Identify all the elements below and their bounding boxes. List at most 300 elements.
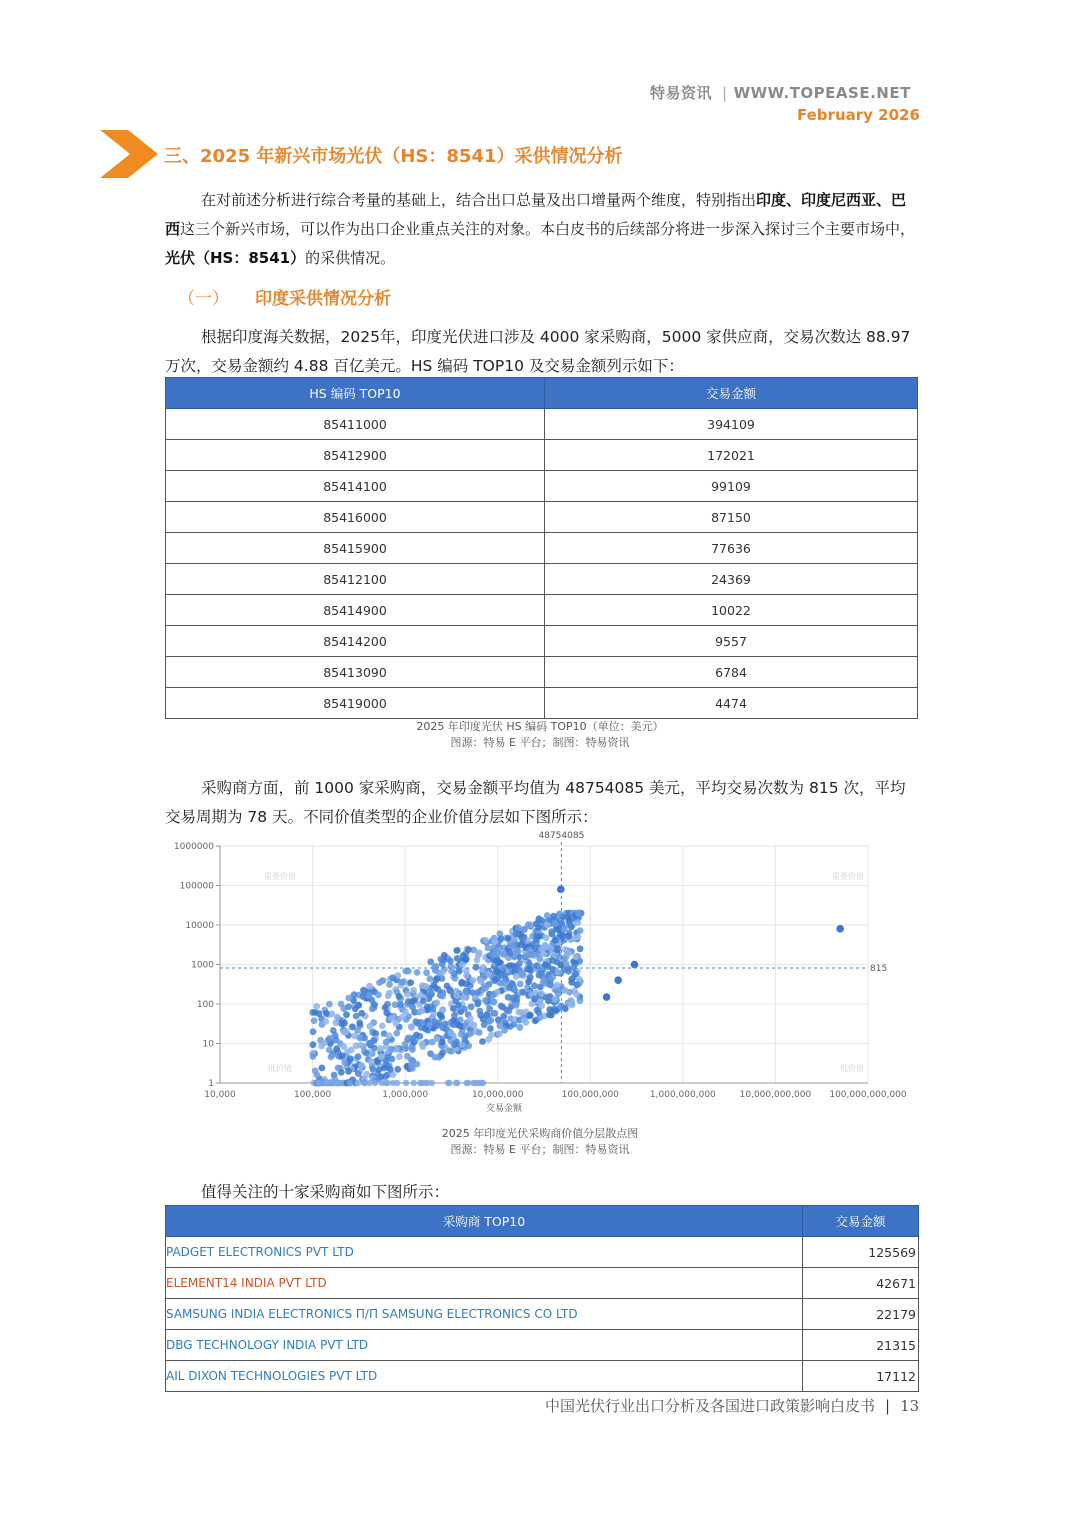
amount-cell: 21315 [803,1330,919,1361]
scatter-point [354,1027,361,1034]
scatter-point [540,979,547,986]
amount-cell: 99109 [545,471,918,502]
scatter-point [461,1006,468,1013]
scatter-point [446,1047,453,1054]
scatter-point [366,1080,372,1086]
scatter-point [544,922,551,929]
scatter-point [388,1046,395,1053]
scatter-point [458,979,465,986]
mean-x-label: 48754085 [538,831,585,841]
scatter-point [577,997,584,1004]
scatter-point [465,946,472,953]
y-tick-label: 1000000 [173,842,214,852]
x-axis-label: 交易金额 [485,1104,523,1114]
scatter-point [492,976,499,983]
buyer-value-scatter-chart [160,828,920,1118]
scatter-point [526,947,533,954]
scatter-point [316,1010,323,1017]
scatter-point [393,1030,400,1037]
scatter-point [442,1021,449,1028]
scatter-point [542,943,549,950]
scatter-point [379,1023,386,1030]
scatter-point [467,1015,474,1022]
scatter-point [557,886,565,894]
scatter-point [402,1041,409,1048]
scatter-point [439,969,446,976]
amount-cell: 394109 [545,409,918,440]
scatter-point [482,997,489,1004]
scatter-point [573,953,580,960]
section-title: 三、2025 年新兴市场光伏（HS：8541）采供情况分析 [164,146,623,167]
scatter-point [475,989,482,996]
scatter-point [387,1066,394,1073]
scatter-point [409,1004,416,1011]
scatter-point [552,937,559,944]
scatter-caption [0,1126,1080,1158]
scatter-point [381,1065,388,1072]
table-row [166,1237,919,1268]
hs-col-header: HS 编码 TOP10 [166,378,545,409]
scatter-point [527,974,534,981]
hs-table-caption [0,719,1080,751]
scatter-point [448,968,455,975]
buyer-name-link[interactable]: AIL DIXON TECHNOLOGIES PVT LTD [166,1361,803,1392]
scatter-point [552,920,559,927]
scatter-point [321,1040,328,1047]
scatter-point [525,966,532,973]
scatter-point [631,961,639,969]
table-row [166,409,918,440]
scatter-point [460,994,467,1001]
scatter-point [513,973,520,980]
scatter-point [429,1080,435,1086]
scatter-point [447,957,454,964]
scatter-point [568,979,575,986]
scatter-point [506,984,513,991]
scatter-point [562,1005,569,1012]
scatter-point [526,1013,533,1020]
header-date: February 2026 [797,106,920,124]
footer-title: 中国光伏行业出口分析及各国进口政策影响白皮书 [545,1397,876,1415]
scatter-point [397,1001,404,1008]
scatter-point [414,969,421,976]
scatter-point [520,989,527,996]
scatter-point [549,974,556,981]
scatter-point [565,950,572,957]
amount-cell: 125569 [803,1237,919,1268]
table-row [166,440,918,471]
scatter-point [388,1015,395,1022]
india-paragraph: 根据印度海关数据，2025年，印度光伏进口涉及 4000 家采购商，5000 家供应商，交易次数达 88.97 万次，交易金额约 4.88 百亿美元。HS 编码 TOP10 及交易金额列示如下： [165,328,911,375]
amount-cell: 10022 [545,595,918,626]
scatter-point [519,971,526,978]
scatter-point [520,936,527,943]
scatter-point [454,992,461,999]
scatter-point [453,947,460,954]
scatter-point [399,1014,406,1021]
scatter-point [385,993,392,1000]
scatter-point [423,969,430,976]
scatter-point [482,937,489,944]
scatter-point [476,1029,483,1036]
scatter-point [480,1080,486,1086]
scatter-point [513,947,520,954]
scatter-point [333,1045,340,1052]
y-tick-label: 1 [208,1079,214,1089]
scatter-point [513,931,520,938]
scatter-point [323,1080,329,1086]
scatter-point [557,931,564,938]
scatter-point [408,1056,415,1063]
scatter-point [402,1008,409,1015]
scatter-point [456,968,463,975]
amount-cell: 24369 [545,564,918,595]
scatter-point [366,983,373,990]
scatter-point [383,1039,390,1046]
buyer-name-link[interactable]: PADGET ELECTRONICS PVT LTD [166,1237,803,1268]
scatter-point [310,1041,317,1048]
scatter-point [419,982,426,989]
scatter-point [326,1001,333,1008]
scatter-point [567,1001,574,1008]
scatter-point [458,1031,465,1038]
scatter-point [419,1043,426,1050]
table-row [166,657,918,688]
hs-code-table [165,377,918,719]
scatter-point [535,1009,542,1016]
scatter-point [538,990,545,997]
scatter-point [366,992,373,999]
scatter-point [329,1052,336,1059]
table-row [166,564,918,595]
hs-code-cell: 85412100 [166,564,545,595]
page-footer: 中国光伏行业出口分析及各国进口政策影响白皮书 | 13 [545,1397,920,1415]
scatter-point [463,1080,469,1086]
scatter-point [375,991,382,998]
scatter-point [357,1042,364,1049]
x-tick-label: 100,000,000 [561,1090,619,1100]
table-row [166,626,918,657]
scatter-point [376,979,383,986]
scatter-point [316,1080,322,1086]
amount-cell: 17112 [803,1361,919,1392]
scatter-point [345,1003,352,1010]
scatter-point [411,1080,417,1086]
scatter-point [419,1007,426,1014]
scatter-point [555,969,562,976]
table-row [166,1268,919,1299]
scatter-point [411,997,418,1004]
subsection-number: （一） [178,289,229,309]
table-row [166,1330,919,1361]
amount-cell: 22179 [803,1299,919,1330]
scatter-point [351,991,358,998]
scatter-point [340,1043,347,1050]
x-tick-label: 10,000,000,000 [739,1090,812,1100]
scatter-point [438,956,445,963]
table-row [166,502,918,533]
scatter-point [319,1065,326,1072]
header-brand: 特易资讯 | WWW.TOPEASE.NET [650,84,911,102]
scatter-point [430,1005,437,1012]
brand-name: 特易资讯 [650,84,713,102]
x-tick-label: 1,000,000 [382,1090,429,1100]
scatter-point [603,993,611,1001]
scatter-point [575,934,582,941]
scatter-point [577,945,584,952]
scatter-point [396,993,403,1000]
scatter-point [355,1053,362,1060]
scatter-point [506,1008,513,1015]
scatter-point [499,964,506,971]
scatter-point [343,1011,350,1018]
scatter-point [481,983,488,990]
scatter-point [566,921,573,928]
y-tick-label: 100000 [179,881,214,892]
buyer-name-link[interactable]: ELEMENT14 INDIA PVT LTD [166,1268,803,1299]
scatter-point [459,961,466,968]
table-row [166,533,918,564]
buyer-name-link[interactable]: SAMSUNG INDIA ELECTRONICS П/П SAMSUNG ELECTRONICS CO LTD [166,1299,803,1330]
quadrant-label: 低价值 [840,1064,864,1073]
scatter-point [343,1028,350,1035]
scatter-point [538,1002,545,1009]
scatter-point [404,991,411,998]
scatter-point [355,1080,362,1087]
scatter-point [556,954,563,961]
table-row [166,1299,919,1330]
table-row [166,471,918,502]
scatter-point [545,997,552,1004]
scatter-point [573,991,580,998]
scatter-point [484,1011,491,1018]
scatter-point [515,924,522,931]
amount-cell: 42671 [803,1268,919,1299]
scatter-point [563,960,570,967]
scatter-point [363,1050,370,1057]
scatter-point [383,1080,389,1086]
scatter-point [536,933,543,940]
scatter-point [438,1014,445,1021]
scatter-point [468,1030,475,1037]
scatter-point [310,1028,317,1035]
scatter-point [577,927,584,934]
scatter-point [359,993,366,1000]
scatter-point [371,1001,378,1008]
scatter-point [489,992,496,999]
amount-col-header: 交易金额 [545,378,918,409]
quadrant-label: 低价值 [268,1064,292,1073]
scatter-point [550,913,557,920]
mean-y-label: 815 [870,964,888,975]
buyers-paragraph: 采购商方面，前 1000 家采购商，交易金额平均值为 48754085 美元，平均交易次数为 815 次，平均交易周期为 78 天。不同价值类型的企业价值分层如下图所示： [165,779,906,826]
scatter-point [370,1066,377,1073]
table-row [166,688,918,719]
scatter-point [339,1052,346,1059]
scatter-point [479,1038,486,1045]
scatter-point [330,1027,337,1034]
amount-cell: 9557 [545,626,918,657]
amount-cell: 6784 [545,657,918,688]
scatter-point [500,971,507,978]
scatter-point [565,914,572,921]
scatter-point [389,974,396,981]
scatter-point [546,1006,553,1013]
scatter-point [485,970,492,977]
scatter-point [453,1080,459,1086]
amount-col-header: 交易金额 [803,1206,919,1237]
scatter-point [378,1053,385,1060]
scatter-point [565,933,572,940]
scatter-point [453,1041,460,1048]
scatter-point [455,1002,462,1009]
caption-line: 2025 年印度光伏采购商价值分层散点图 [441,1127,639,1140]
subsection-title [178,284,391,309]
scatter-point [372,1080,378,1086]
x-tick-label: 10,000 [204,1090,236,1100]
scatter-point [326,1035,333,1042]
scatter-point [439,993,446,1000]
scatter-point [490,999,497,1006]
scatter-point [386,981,393,988]
scatter-point [456,1022,463,1029]
scatter-point [501,1027,508,1034]
scatter-point [447,988,454,995]
scatter-point [555,945,562,952]
hs-code-cell: 85414100 [166,471,545,502]
quadrant-label: 重要价值 [264,872,296,881]
quadrant-label: 重要价值 [832,872,864,881]
top-buyers-intro: 值得关注的十家采购商如下图所示： [201,1183,450,1201]
x-tick-label: 100,000,000,000 [829,1090,907,1100]
scatter-point [492,1010,499,1017]
buyer-name-link[interactable]: DBG TECHNOLOGY INDIA PVT LTD [166,1330,803,1361]
hs-code-cell: 85415900 [166,533,545,564]
scatter-point [394,1080,400,1086]
scatter-point [439,1039,446,1046]
scatter-point [498,935,505,942]
scatter-point [358,1010,365,1017]
hs-code-cell: 85414900 [166,595,545,626]
scatter-point [407,979,414,986]
scatter-point [338,1021,345,1028]
scatter-point [311,1017,318,1024]
scatter-point [575,910,582,917]
scatter-point [386,1032,393,1039]
scatter-point [422,1080,428,1086]
scatter-point [491,938,498,945]
scatter-point [476,1008,483,1015]
scatter-point [355,1070,362,1077]
subsection-label: 印度采供情况分析 [255,289,391,309]
scatter-point [439,1049,446,1056]
scatter-point [408,1023,415,1030]
caption-line: 2025 年印度光伏 HS 编码 TOP10（单位：美元） [416,720,664,733]
table-row [166,1361,919,1392]
scatter-point [572,970,579,977]
scatter-point [468,1003,475,1010]
scatter-point [446,1080,452,1086]
scatter-point [347,1080,353,1086]
scatter-point [543,934,550,941]
y-tick-label: 10 [202,1039,214,1050]
scatter-point [433,977,440,984]
chevron-right-icon [100,130,160,178]
scatter-point [389,1056,396,1063]
scatter-point [498,1003,505,1010]
scatter-point [410,1035,417,1042]
hs-code-cell: 85413090 [166,657,545,688]
scatter-point [377,1045,384,1052]
scatter-point [382,1004,389,1011]
scatter-point [323,1010,330,1017]
scatter-point [562,987,569,994]
scatter-point [402,968,409,975]
scatter-point [422,1026,429,1033]
caption-source: 图源：特易 E 平台；制图：特易资讯 [450,736,630,749]
scatter-point [469,977,476,984]
scatter-point [366,1023,373,1030]
y-tick-label: 1000 [191,960,214,971]
scatter-point [335,1065,342,1072]
scatter-point [547,981,554,988]
hs-code-cell: 85419000 [166,688,545,719]
buyer-col-header: 采购商 TOP10 [166,1206,803,1237]
scatter-point [322,1018,329,1025]
scatter-point [485,1036,492,1043]
scatter-point [836,925,844,933]
x-tick-label: 100,000 [293,1090,332,1100]
scatter-point [475,952,482,959]
scatter-point [431,1054,438,1061]
scatter-point [471,1022,478,1029]
amount-cell: 77636 [545,533,918,564]
scatter-point [427,975,434,982]
scatter-point [491,951,498,958]
scatter-point [414,1020,421,1027]
scatter-point [313,1003,320,1010]
scatter-point [310,1053,317,1060]
scatter-point [352,1005,359,1012]
scatter-point [554,982,561,989]
scatter-point [535,924,542,931]
scatter-point [510,995,517,1002]
scatter-point [614,976,622,984]
scatter-point [531,996,538,1003]
amount-cell: 4474 [545,688,918,719]
scatter-point [370,1037,377,1044]
scatter-point [333,1019,340,1026]
site-url[interactable]: WWW.TOPEASE.NET [733,84,911,102]
page-number: 13 [900,1397,920,1415]
scatter-point [488,1017,495,1024]
scatter-point [410,987,417,994]
scatter-point [473,964,480,971]
scatter-point [394,1066,401,1073]
scatter-point [345,1068,352,1075]
hs-code-cell: 85414200 [166,626,545,657]
intro-paragraph: 在对前述分析进行综合考量的基础上，结合出口总量及出口增量两个维度，特别指出印度、印度尼西亚、巴西这三个新兴市场，可以作为出口企业重点关注的对象。本白皮书的后续部分将进一步深入探讨三个主要市场中，光伏（HS：8541）的采供情况。 [165,191,916,267]
y-tick-label: 100 [196,1000,214,1010]
scatter-point [420,998,427,1005]
scatter-point [521,1017,528,1024]
scatter-point [517,981,524,988]
amount-cell: 172021 [545,440,918,471]
scatter-point [507,950,514,957]
scatter-point [356,1019,363,1026]
scatter-point [501,1013,508,1020]
scatter-point [409,1046,416,1053]
